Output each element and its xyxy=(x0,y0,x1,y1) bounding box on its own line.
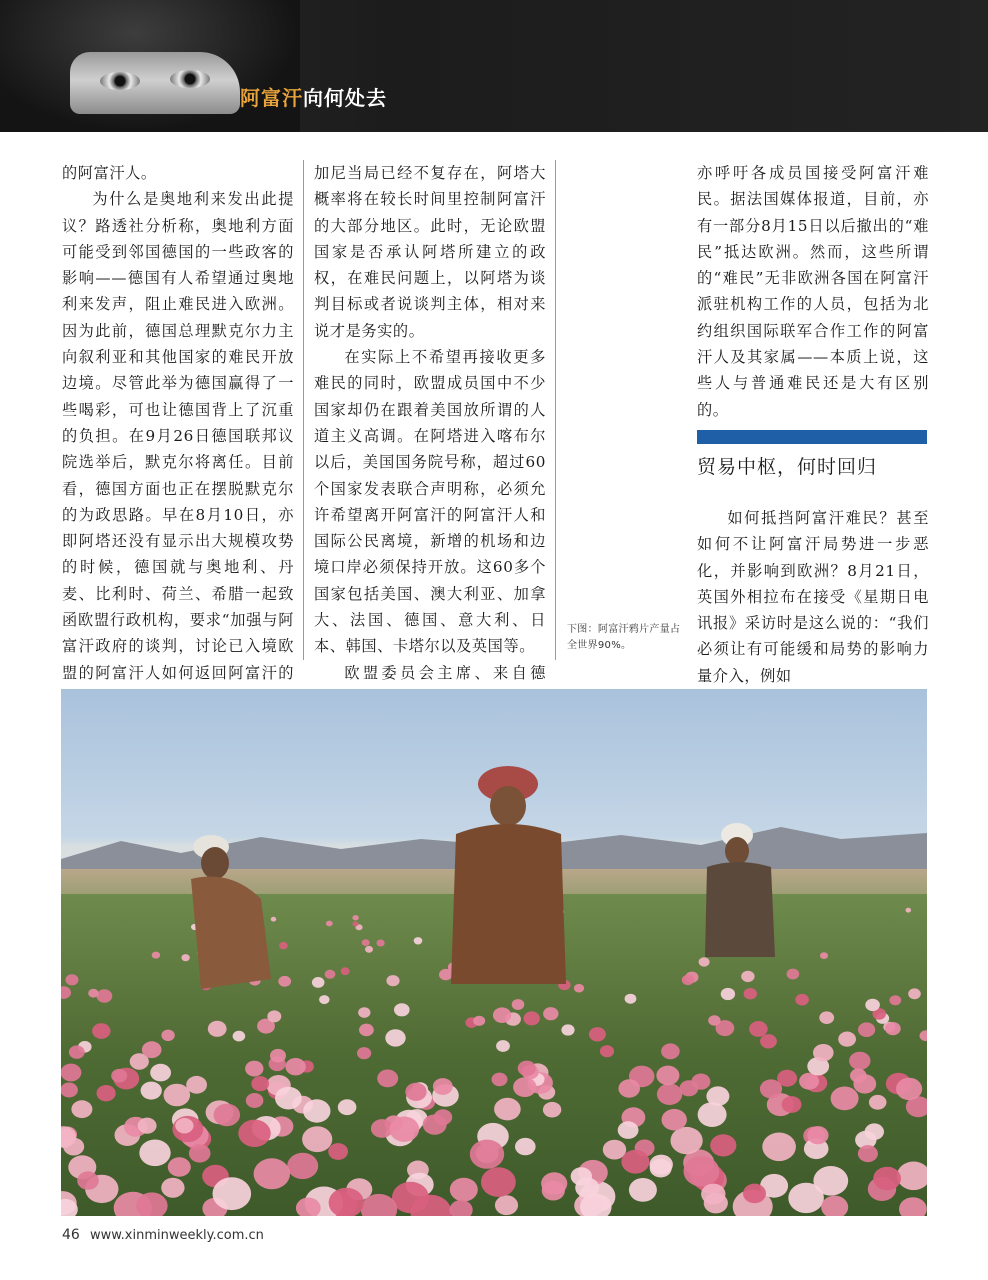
section-heading: 贸易中枢，何时回归 xyxy=(697,456,878,478)
eye-graphic xyxy=(170,70,210,88)
poppy-flower xyxy=(214,1104,241,1127)
poppy-flower xyxy=(512,999,525,1010)
website-url: www.xinminweekly.com.cn xyxy=(89,1228,264,1243)
poppy-flower xyxy=(744,988,757,999)
poppy-flower xyxy=(908,988,921,999)
poppy-flower xyxy=(270,1049,286,1063)
poppy-flower xyxy=(589,1027,606,1041)
poppy-flower xyxy=(541,1172,567,1194)
poppy-flower xyxy=(319,995,329,1004)
poppy-flower xyxy=(496,1040,510,1052)
poppy-flower xyxy=(889,995,901,1005)
poppy-flower xyxy=(61,1064,81,1082)
poppy-flower xyxy=(175,1118,193,1133)
poppy-flower xyxy=(152,952,160,959)
poppy-flower xyxy=(618,1079,640,1097)
poppy-flower xyxy=(386,975,399,986)
poppy-flower xyxy=(365,946,373,953)
paragraph: 欧盟委员会主席、来自德 xyxy=(344,663,546,682)
poppy-flower xyxy=(621,1150,649,1174)
poppy-flower xyxy=(141,1082,162,1100)
poppy-flower xyxy=(389,1117,419,1142)
poppy-flower xyxy=(481,1167,516,1197)
poppy-flower xyxy=(362,939,370,946)
paragraph: 为什么是奥地利来发出此提议？路透社分析称，奥地利方面可能受到邻国德国的一些政客的影响——德国有人希望通过奥地利来发声，阻止难民进入欧洲。因为此前，德国总理默克尔力主向叙利亚和其他国家的难民开放边境。尽管此举为德国赢得了一些喝彩，可也让德国背上了沉重的负担。在9月26日德国联邦议院选举后，默克尔将离任。目前看，德国方面也正在摆脱默克尔的为政思路。早在8月10日，亦即阿塔还没有显示出大规模攻势的时候，德国就与奥地利、丹麦、比利时、荷兰、希腊一起致函欧盟行政机构，要求“加强与阿富汗政府的谈判，讨论已入境欧盟的阿富汗人如何返回阿富汗的 xyxy=(62,190,294,682)
poppy-flower xyxy=(341,967,350,975)
poppy-flower xyxy=(66,974,79,985)
poppy-flower xyxy=(897,1162,927,1191)
section-title xyxy=(240,82,387,111)
poppy-flower xyxy=(865,1123,884,1140)
poppy-flower xyxy=(603,1140,626,1160)
poppy-flower xyxy=(303,1099,330,1122)
poppy-flower xyxy=(138,1118,157,1134)
poppy-field-photo xyxy=(61,689,927,1216)
poppy-flower xyxy=(698,1102,727,1127)
farmer-figure-left xyxy=(181,829,291,1009)
poppy-flower xyxy=(267,1010,281,1022)
poppy-flower xyxy=(470,1140,504,1169)
paragraph: 如何抵挡阿富汗难民？甚至如何不让阿富汗局势进一步恶化，并影响到欧洲？8月21日，英国外相拉布在接受《星期日电讯报》采访时是这么说的：“我们必须让有可能缓和局势的影响力量介入，例如 xyxy=(697,509,929,685)
poppy-flower xyxy=(473,1016,485,1026)
poppy-flower xyxy=(405,1083,426,1101)
poppy-flower xyxy=(164,1084,191,1107)
poppy-flower xyxy=(656,1066,679,1086)
page-number: 46 xyxy=(62,1227,80,1243)
poppy-flower xyxy=(657,1083,682,1105)
poppy-flower xyxy=(377,940,385,947)
poppy-flower xyxy=(494,1098,521,1121)
poppy-flower xyxy=(495,1195,518,1215)
poppy-flower xyxy=(450,1178,478,1202)
poppy-flower xyxy=(813,1044,834,1061)
poppy-flower xyxy=(701,1184,725,1205)
poppy-flower xyxy=(394,1003,410,1016)
poppy-flower xyxy=(807,1126,828,1144)
section-title-highlight: 阿富汗 xyxy=(240,86,303,110)
poppy-flower xyxy=(795,994,809,1006)
poppy-flower xyxy=(493,1007,511,1023)
farmer-figure-center xyxy=(446,764,576,994)
poppy-flower xyxy=(853,1074,876,1093)
column-divider xyxy=(555,160,556,660)
poppy-flower xyxy=(543,1102,561,1118)
poppy-flower xyxy=(61,986,71,999)
text-column-3-bottom xyxy=(697,505,929,689)
poppy-flower xyxy=(819,1011,834,1024)
poppy-flower xyxy=(69,1045,85,1058)
poppy-flower xyxy=(275,1087,302,1110)
poppy-flower xyxy=(325,970,336,979)
section-accent-bar xyxy=(697,430,927,444)
poppy-flower xyxy=(518,1061,536,1076)
poppy-flower xyxy=(161,1030,174,1041)
paragraph: 亦呼吁各成员国接受阿富汗难民。据法国媒体报道，目前，亦有一部分8月15日以后撤出的“难民”抵达欧洲。然而，这些所谓的“难民”无非欧洲各国在阿富汗派驻机构工作的人员，包括为北约组织国际联军合作工作的阿富汗人及其家属——本质上说，这些人与普通难民还是大有区别的。 xyxy=(697,164,929,419)
text-column-1 xyxy=(62,160,294,712)
poppy-flower xyxy=(885,1022,901,1035)
poppy-flower xyxy=(820,952,828,959)
poppy-flower xyxy=(328,1143,348,1160)
poppy-flower xyxy=(858,1145,878,1162)
poppy-flower xyxy=(543,1007,558,1020)
poppy-flower xyxy=(708,1015,720,1025)
poppy-flower xyxy=(245,1061,263,1077)
poppy-flower xyxy=(625,994,637,1004)
poppy-flower xyxy=(359,1024,374,1037)
poppy-flower xyxy=(680,1080,699,1096)
poppy-flower xyxy=(208,1021,227,1037)
poppy-flower xyxy=(865,999,880,1011)
text-column-3-top xyxy=(697,160,929,423)
poppy-flower xyxy=(357,1047,371,1059)
poppy-flower xyxy=(142,1041,162,1058)
poppy-flower xyxy=(254,1158,290,1189)
poppy-flower xyxy=(684,1156,720,1186)
column-divider xyxy=(303,160,304,660)
poppy-flower xyxy=(358,1007,370,1018)
poppy-flower xyxy=(385,1029,405,1046)
farmer-figure-right xyxy=(701,819,781,959)
poppy-flower xyxy=(186,1076,207,1094)
poppy-flower xyxy=(189,1144,211,1162)
poppy-flower xyxy=(111,1069,127,1083)
poppy-flower xyxy=(899,1197,927,1216)
poppy-flower xyxy=(749,1021,768,1037)
poppy-flower xyxy=(287,1153,318,1179)
poppy-flower xyxy=(139,1140,170,1167)
poppy-flower xyxy=(710,1134,736,1156)
poppy-flower xyxy=(858,1022,875,1037)
poppy-flower xyxy=(88,989,98,998)
poppy-flower xyxy=(561,1024,574,1035)
poppy-flower xyxy=(92,1023,110,1039)
poppy-flower xyxy=(233,1031,246,1042)
poppy-flower xyxy=(600,1045,614,1057)
paragraph: 的阿富汗人。 xyxy=(62,164,157,182)
poppy-flower xyxy=(377,1070,398,1088)
poppy-flower xyxy=(213,1177,252,1210)
header-banner xyxy=(0,0,988,132)
poppy-flower xyxy=(352,921,358,926)
poppy-flower xyxy=(246,1093,264,1108)
poppy-flower xyxy=(682,975,694,985)
poppy-flower xyxy=(513,1077,536,1097)
poppy-flower xyxy=(450,1200,473,1216)
poppy-flower xyxy=(492,1073,508,1087)
photo-caption: 下图：阿富汗鸦片产量占全世界90%。 xyxy=(567,624,681,651)
poppy-flower xyxy=(618,1121,639,1139)
poppy-flower xyxy=(61,1083,78,1098)
poppy-flower xyxy=(787,969,800,980)
poppy-flower xyxy=(873,1167,901,1191)
poppy-flower xyxy=(762,1133,796,1162)
poppy-flower xyxy=(168,1157,191,1177)
poppy-flower xyxy=(896,1078,922,1100)
section-title-rest: 向何处去 xyxy=(303,86,387,110)
poppy-flower xyxy=(97,1085,116,1101)
poppy-flower xyxy=(760,1079,782,1098)
poppy-flower xyxy=(838,1032,856,1047)
poppy-flower xyxy=(650,1159,672,1178)
poppy-flower xyxy=(869,1095,887,1110)
poppy-flower xyxy=(661,1043,680,1059)
poppy-flower xyxy=(743,1184,766,1204)
poppy-flower xyxy=(662,1109,687,1131)
poppy-flower xyxy=(760,1034,777,1048)
poppy-flower xyxy=(629,1178,657,1202)
poppy-flower xyxy=(71,1100,92,1118)
poppy-flower xyxy=(77,1171,99,1189)
text-column-2 xyxy=(314,160,546,739)
poppy-flower xyxy=(161,1178,184,1198)
poppy-flower xyxy=(831,1087,859,1111)
poppy-flower xyxy=(326,921,333,927)
paragraph: 在实际上不希望再接收更多难民的同时，欧盟成员国中不少国家却仍在跟着美国放所谓的人道主义高调。在阿塔进入喀布尔以后，美国国务院号称，超过60个国家发表联合声明称，必须允许希望离开阿富汗的阿富汗人和国际公民离境，新增的机场和边境口岸必须保持开放。这60多个国家包括美国、澳大利亚、加拿大、法国、德国、意大利、日本、韩国、卡塔尔以及英国等。 xyxy=(314,348,546,656)
poppy-flower xyxy=(251,1076,269,1091)
poppy-flower xyxy=(238,1120,270,1147)
poppy-flower xyxy=(821,1196,848,1216)
poppy-flower xyxy=(97,989,113,1002)
poppy-flower xyxy=(423,1114,447,1134)
poppy-flower xyxy=(524,1011,540,1025)
poppy-flower xyxy=(302,1126,332,1152)
poppy-flower xyxy=(741,971,754,982)
face-image xyxy=(70,52,240,114)
poppy-flower xyxy=(849,1052,870,1070)
poppy-flower xyxy=(920,1030,928,1041)
paragraph: 加尼当局已经不复存在，阿塔大概率将在较长时间里控制阿富汗的大部分地区。此时，无论欧盟国家是否承认阿塔所建立的政权，在难民问题上，以阿塔为谈判目标或者说谈判主体，相对来说才是务实的。 xyxy=(314,164,546,340)
poppy-flower xyxy=(414,937,423,944)
poppy-flower xyxy=(150,1064,171,1082)
eye-graphic xyxy=(100,72,140,90)
poppy-flower xyxy=(671,1127,703,1154)
poppy-flower xyxy=(515,1138,536,1155)
poppy-flower xyxy=(352,915,358,920)
page-footer xyxy=(62,1227,264,1243)
header-photo-veiled-woman xyxy=(0,0,300,132)
poppy-flower xyxy=(285,1058,305,1075)
poppy-flower xyxy=(782,1096,802,1113)
poppy-flower xyxy=(433,1078,453,1095)
poppy-flower xyxy=(312,977,325,988)
poppy-flower xyxy=(906,908,912,913)
poppy-flower xyxy=(721,988,735,1000)
poppy-flower xyxy=(813,1166,848,1196)
poppy-flower xyxy=(338,1099,357,1115)
